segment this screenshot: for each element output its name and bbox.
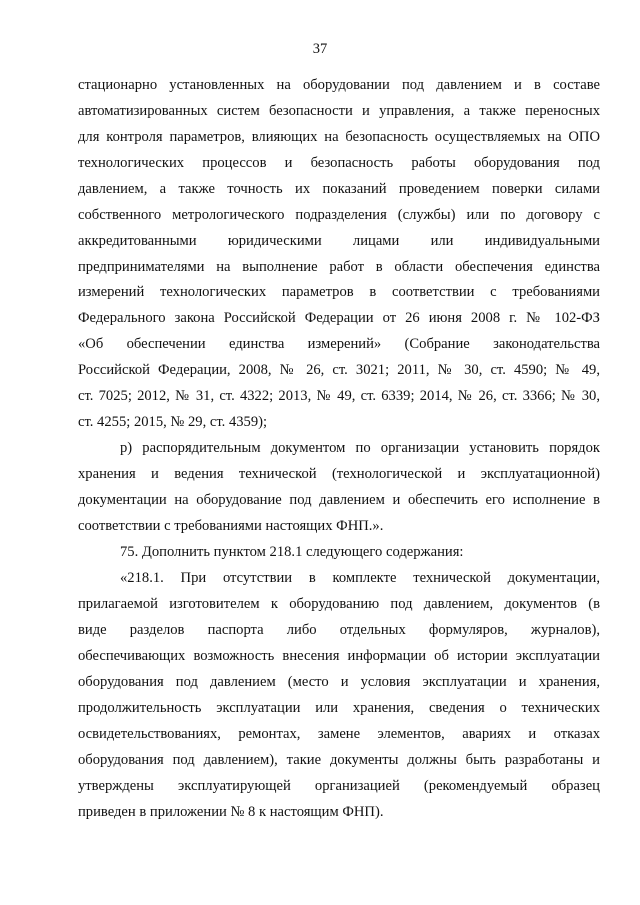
text-line: для контроля параметров, влияющих на безопасность осуществляемых на ОПО [78, 129, 600, 145]
text-line: продолжительность эксплуатации или хранения, сведения о технических [78, 700, 600, 716]
text-line: предпринимателями на выполнение работ в области обеспечения единства [78, 259, 600, 275]
text-line: автоматизированных систем безопасности и управления, а также переносных [78, 103, 600, 119]
text-line: виде разделов паспорта либо отдельных формуляров, журналов), [78, 622, 600, 638]
text-line: Российской Федерации, 2008, № 26, ст. 3021; 2011, № 30, ст. 4590; № 49, [78, 362, 600, 378]
text-line: документации на оборудование под давлением и обеспечить его исполнение в [78, 492, 600, 508]
text-line: соответствии с требованиями настоящих ФНП.». [78, 518, 384, 534]
page-number: 37 [312, 41, 328, 57]
text-line: давлением, а также точность их показаний проведением поверки силами [78, 181, 600, 197]
text-line: приведен в приложении № 8 к настоящим ФНП). [78, 804, 384, 820]
text-line: ст. 4255; 2015, № 29, ст. 4359); [78, 414, 268, 430]
text-line: «218.1. При отсутствии в комплекте технической документации, [120, 570, 600, 586]
text-line: оборудования под давлением (место и условия эксплуатации и хранения, [78, 674, 600, 690]
text-line: прилагаемой изготовителем к оборудованию под давлением, документов (в [78, 596, 600, 612]
text-line: р) распорядительным документом по организации установить порядок [120, 440, 600, 456]
text-line: утверждены эксплуатирующей организацией (рекомендуемый образец [78, 778, 600, 794]
text-line: стационарно установленных на оборудовании под давлением и в составе [78, 77, 600, 93]
text-line: измерений технологических параметров в соответствии с требованиями [78, 284, 600, 300]
text-line: «Об обеспечении единства измерений» (Собрание законодательства [78, 336, 600, 352]
text-line: Федерального закона Российской Федерации от 26 июня 2008 г. № 102-ФЗ [78, 310, 600, 326]
text-line: освидетельствованиях, ремонтах, замене элементов, авариях и отказах [78, 726, 600, 742]
text-line: технологических процессов и безопасность работы оборудования под [78, 155, 600, 171]
text-line: собственного метрологического подразделения (службы) или по договору с [78, 207, 600, 223]
text-line: хранения и ведения технической (технологической и эксплуатационной) [78, 466, 600, 482]
text-line: 75. Дополнить пунктом 218.1 следующего содержания: [120, 544, 464, 560]
text-line: обеспечивающих возможность внесения информации об истории эксплуатации [78, 648, 600, 664]
text-line: оборудования под давлением), такие документы должны быть разработаны и [78, 752, 600, 768]
text-line: ст. 7025; 2012, № 31, ст. 4322; 2013, № 49, ст. 6339; 2014, № 26, ст. 3366; № 30, [78, 388, 600, 404]
text-line: аккредитованными юридическими лицами или индивидуальными [78, 233, 600, 249]
